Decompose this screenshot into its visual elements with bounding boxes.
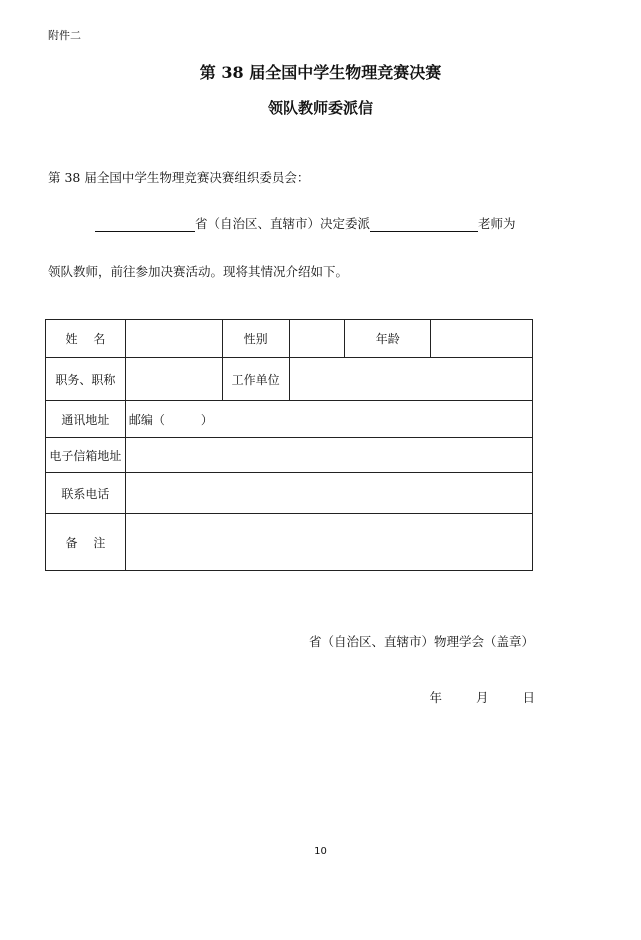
table-row	[46, 438, 533, 473]
teacher-info-table	[45, 319, 533, 571]
address-field[interactable]	[125, 401, 532, 438]
phone-field[interactable]	[125, 473, 532, 514]
remarks-label: 备 注	[46, 514, 126, 571]
letter-line-1-end: 老师为	[478, 216, 516, 231]
province-blank[interactable]	[95, 217, 195, 232]
age-label: 年龄	[345, 320, 431, 358]
gender-field[interactable]	[289, 320, 345, 358]
seal-line: 省（自治区、直辖市）物理学会（盖章）	[308, 634, 534, 649]
table-row	[46, 514, 533, 571]
address-label: 通讯地址	[46, 401, 126, 438]
letter-line-1	[95, 214, 516, 232]
table-row	[46, 320, 533, 358]
document-title: 第 38 届全国中学生物理竞赛决赛	[199, 63, 442, 82]
document-subtitle: 领队教师委派信	[267, 99, 373, 117]
table-row	[46, 358, 533, 401]
table-row	[46, 473, 533, 514]
gender-label: 性别	[222, 320, 289, 358]
position-field[interactable]	[125, 358, 222, 401]
email-field[interactable]	[125, 438, 532, 473]
page-number: 10	[314, 846, 327, 857]
name-label: 姓 名	[46, 320, 126, 358]
phone-label: 联系电话	[46, 473, 126, 514]
attachment-label: 附件二	[48, 29, 81, 42]
date-year-label: 年	[429, 690, 442, 705]
table-row	[46, 401, 533, 438]
workplace-field[interactable]	[289, 358, 532, 401]
date-month-label: 月	[475, 690, 489, 705]
letter-line-2: 领队教师，前往参加决赛活动。现将其情况介绍如下。	[48, 264, 349, 279]
age-field[interactable]	[431, 320, 533, 358]
workplace-label: 工作单位	[222, 358, 289, 401]
name-field[interactable]	[125, 320, 222, 358]
date-day-label: 日	[522, 690, 535, 705]
postcode-label: 邮编（ ）	[128, 412, 213, 427]
position-label: 职务、职称	[46, 358, 126, 401]
email-label: 电子信箱地址	[46, 438, 126, 473]
letter-salutation: 第 38 届全国中学生物理竞赛决赛组织委员会：	[48, 170, 310, 185]
teacher-name-blank[interactable]	[370, 217, 478, 232]
letter-line-1-mid: 省（自治区、直辖市）决定委派	[195, 216, 371, 231]
date-line	[429, 688, 535, 706]
remarks-field[interactable]	[125, 514, 532, 571]
